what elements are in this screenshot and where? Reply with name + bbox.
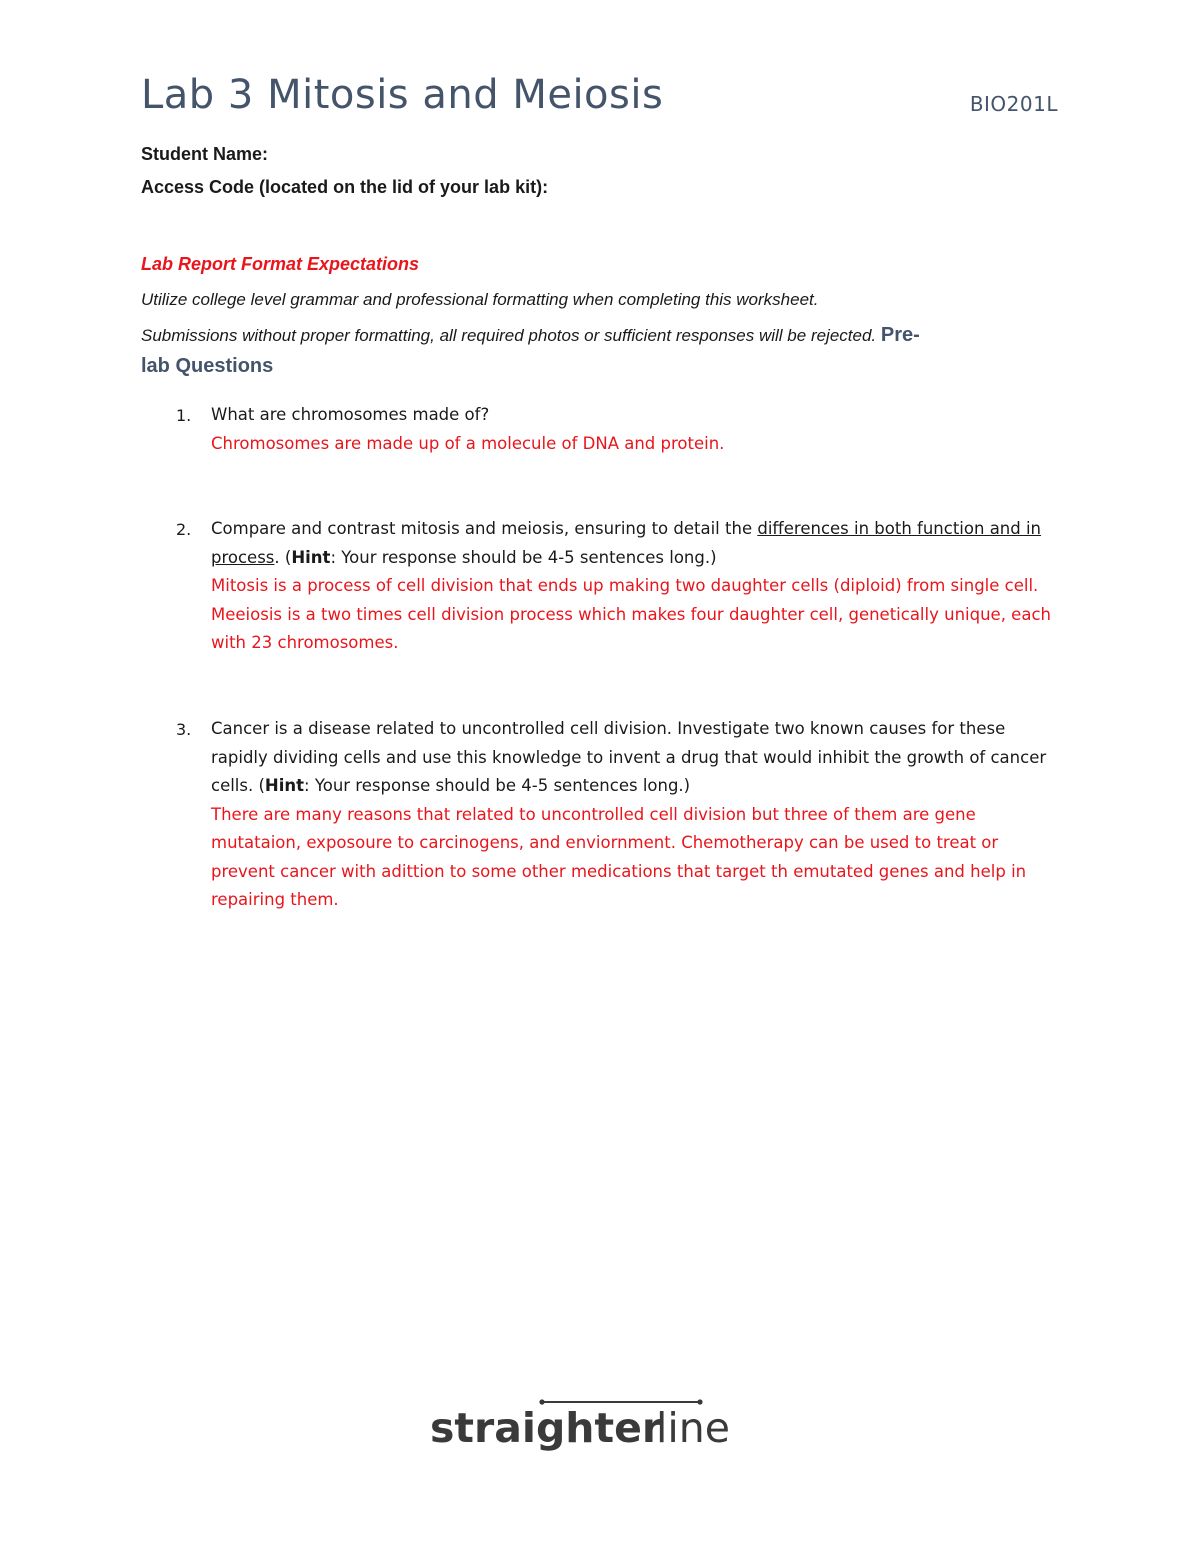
question-2 [211, 515, 1061, 658]
question-2-text [211, 515, 1061, 572]
straighterline-logo [430, 1396, 760, 1456]
question-1 [211, 401, 1061, 458]
question-2-text-before: Compare and contrast mitosis and meiosis, ensuring to detail the [211, 519, 758, 538]
logo-text-bold: straighter [430, 1404, 663, 1452]
question-3-number: 3. [176, 720, 192, 739]
document-title: Lab 3 Mitosis and Meiosis [141, 72, 664, 118]
question-1-number: 1. [176, 406, 192, 425]
question-3 [211, 715, 1061, 915]
prelab-heading-part2: lab Questions [141, 355, 274, 377]
question-2-text-after-2: : Your response should be 4-5 sentences long.) [330, 547, 717, 567]
prelab-heading-part1: Pre- [880, 324, 920, 346]
question-2-text-after-1: . ( [274, 547, 292, 567]
question-1-answer: Chromosomes are made up of a molecule of DNA and protein. [211, 433, 725, 453]
logo-text-light: line [656, 1404, 730, 1452]
question-3-text-before: Cancer is a disease related to uncontrolled cell division. Investigate two known causes for these rapidly dividing cells and use this knowledge to invent a drug that would inhibit the growth of cancer cells. ( [211, 719, 1047, 795]
expectations-line-2-text: Submissions without proper formatting, all required photos or sufficient responses will be rejected. [141, 326, 877, 345]
expectations-heading: Lab Report Format Expectations [141, 254, 420, 274]
question-1-text: What are chromosomes made of? [211, 405, 490, 424]
question-2-number: 2. [176, 520, 192, 539]
access-code-label: Access Code (located on the lid of your lab kit): [141, 177, 549, 197]
student-name-label: Student Name: [141, 144, 269, 164]
question-3-text-after: : Your response should be 4-5 sentences long.) [304, 776, 691, 795]
expectations-line-1: Utilize college level grammar and professional formatting when completing this worksheet. [141, 290, 819, 309]
course-code: BIO201L [969, 92, 1058, 116]
question-3-text [211, 715, 1061, 801]
expectations-line-2 [141, 324, 920, 347]
question-3-answer: There are many reasons that related to uncontrolled cell division but three of them are gene mutataion, exposoure to carcinogens, and enviornment. Chemotherapy can be used to treat or prevent cancer with adittion to some other medications that target th emutated genes and help in repairing them. [211, 804, 1027, 909]
question-3-hint-label: Hint [264, 776, 305, 795]
question-2-answer: Mitosis is a process of cell division that ends up making two daughter cells (diploid) from single cell. Meeiosis is a two times cell division process which makes four daughter cell, genetically unique, each with 23 chromosomes. [211, 576, 1051, 652]
question-2-hint-label: Hint [291, 547, 331, 567]
question-2-text-underlined: differences in both function and in process [211, 519, 1042, 567]
